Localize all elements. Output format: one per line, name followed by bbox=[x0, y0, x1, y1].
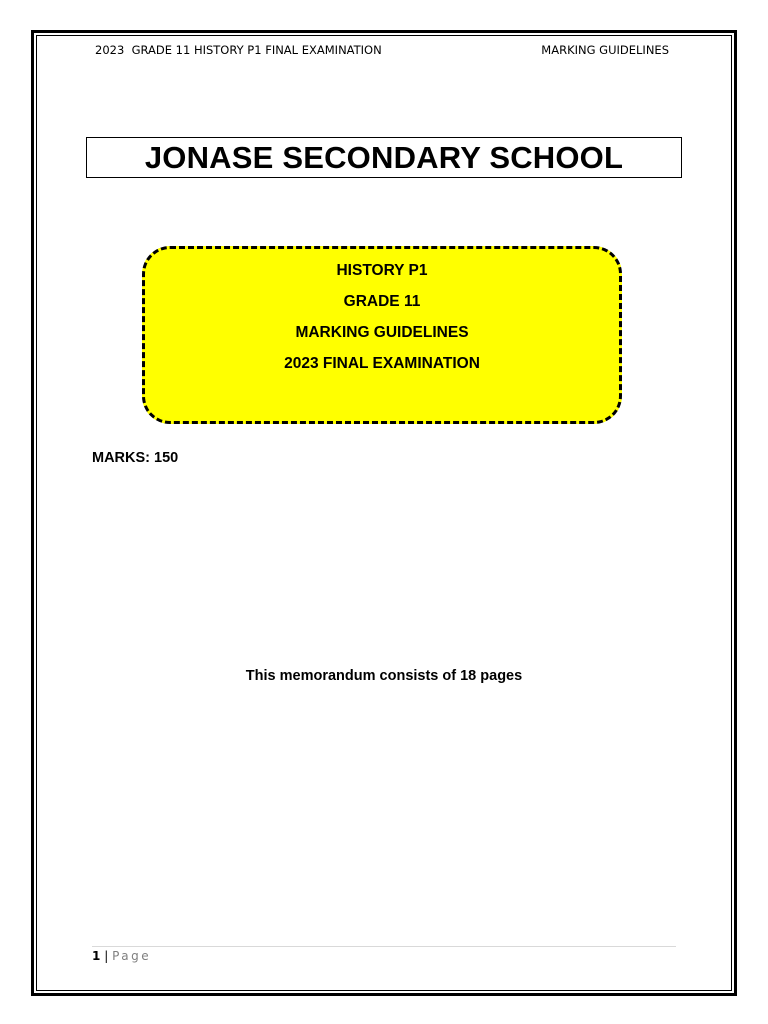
header-right: MARKING GUIDELINES bbox=[541, 43, 669, 57]
footer-separator: | bbox=[104, 949, 109, 963]
subject-info-box bbox=[142, 246, 622, 424]
school-name-box bbox=[86, 137, 682, 178]
page-count-note: This memorandum consists of 18 pages bbox=[245, 668, 523, 684]
footer-divider bbox=[92, 946, 676, 947]
page-number: 1 bbox=[92, 949, 101, 963]
exam-line: 2023 FINAL EXAMINATION bbox=[284, 355, 480, 372]
page-footer bbox=[92, 949, 151, 963]
total-marks: MARKS: 150 bbox=[92, 450, 179, 466]
page-border-inner bbox=[36, 35, 732, 991]
school-name: JONASE SECONDARY SCHOOL bbox=[144, 139, 624, 175]
document-type-line: MARKING GUIDELINES bbox=[295, 324, 469, 341]
subject-title: HISTORY P1 bbox=[336, 262, 428, 279]
page-label: Page bbox=[112, 949, 152, 963]
header-left: 2023 GRADE 11 HISTORY P1 FINAL EXAMINATION bbox=[95, 43, 382, 57]
grade-line: GRADE 11 bbox=[343, 293, 421, 310]
